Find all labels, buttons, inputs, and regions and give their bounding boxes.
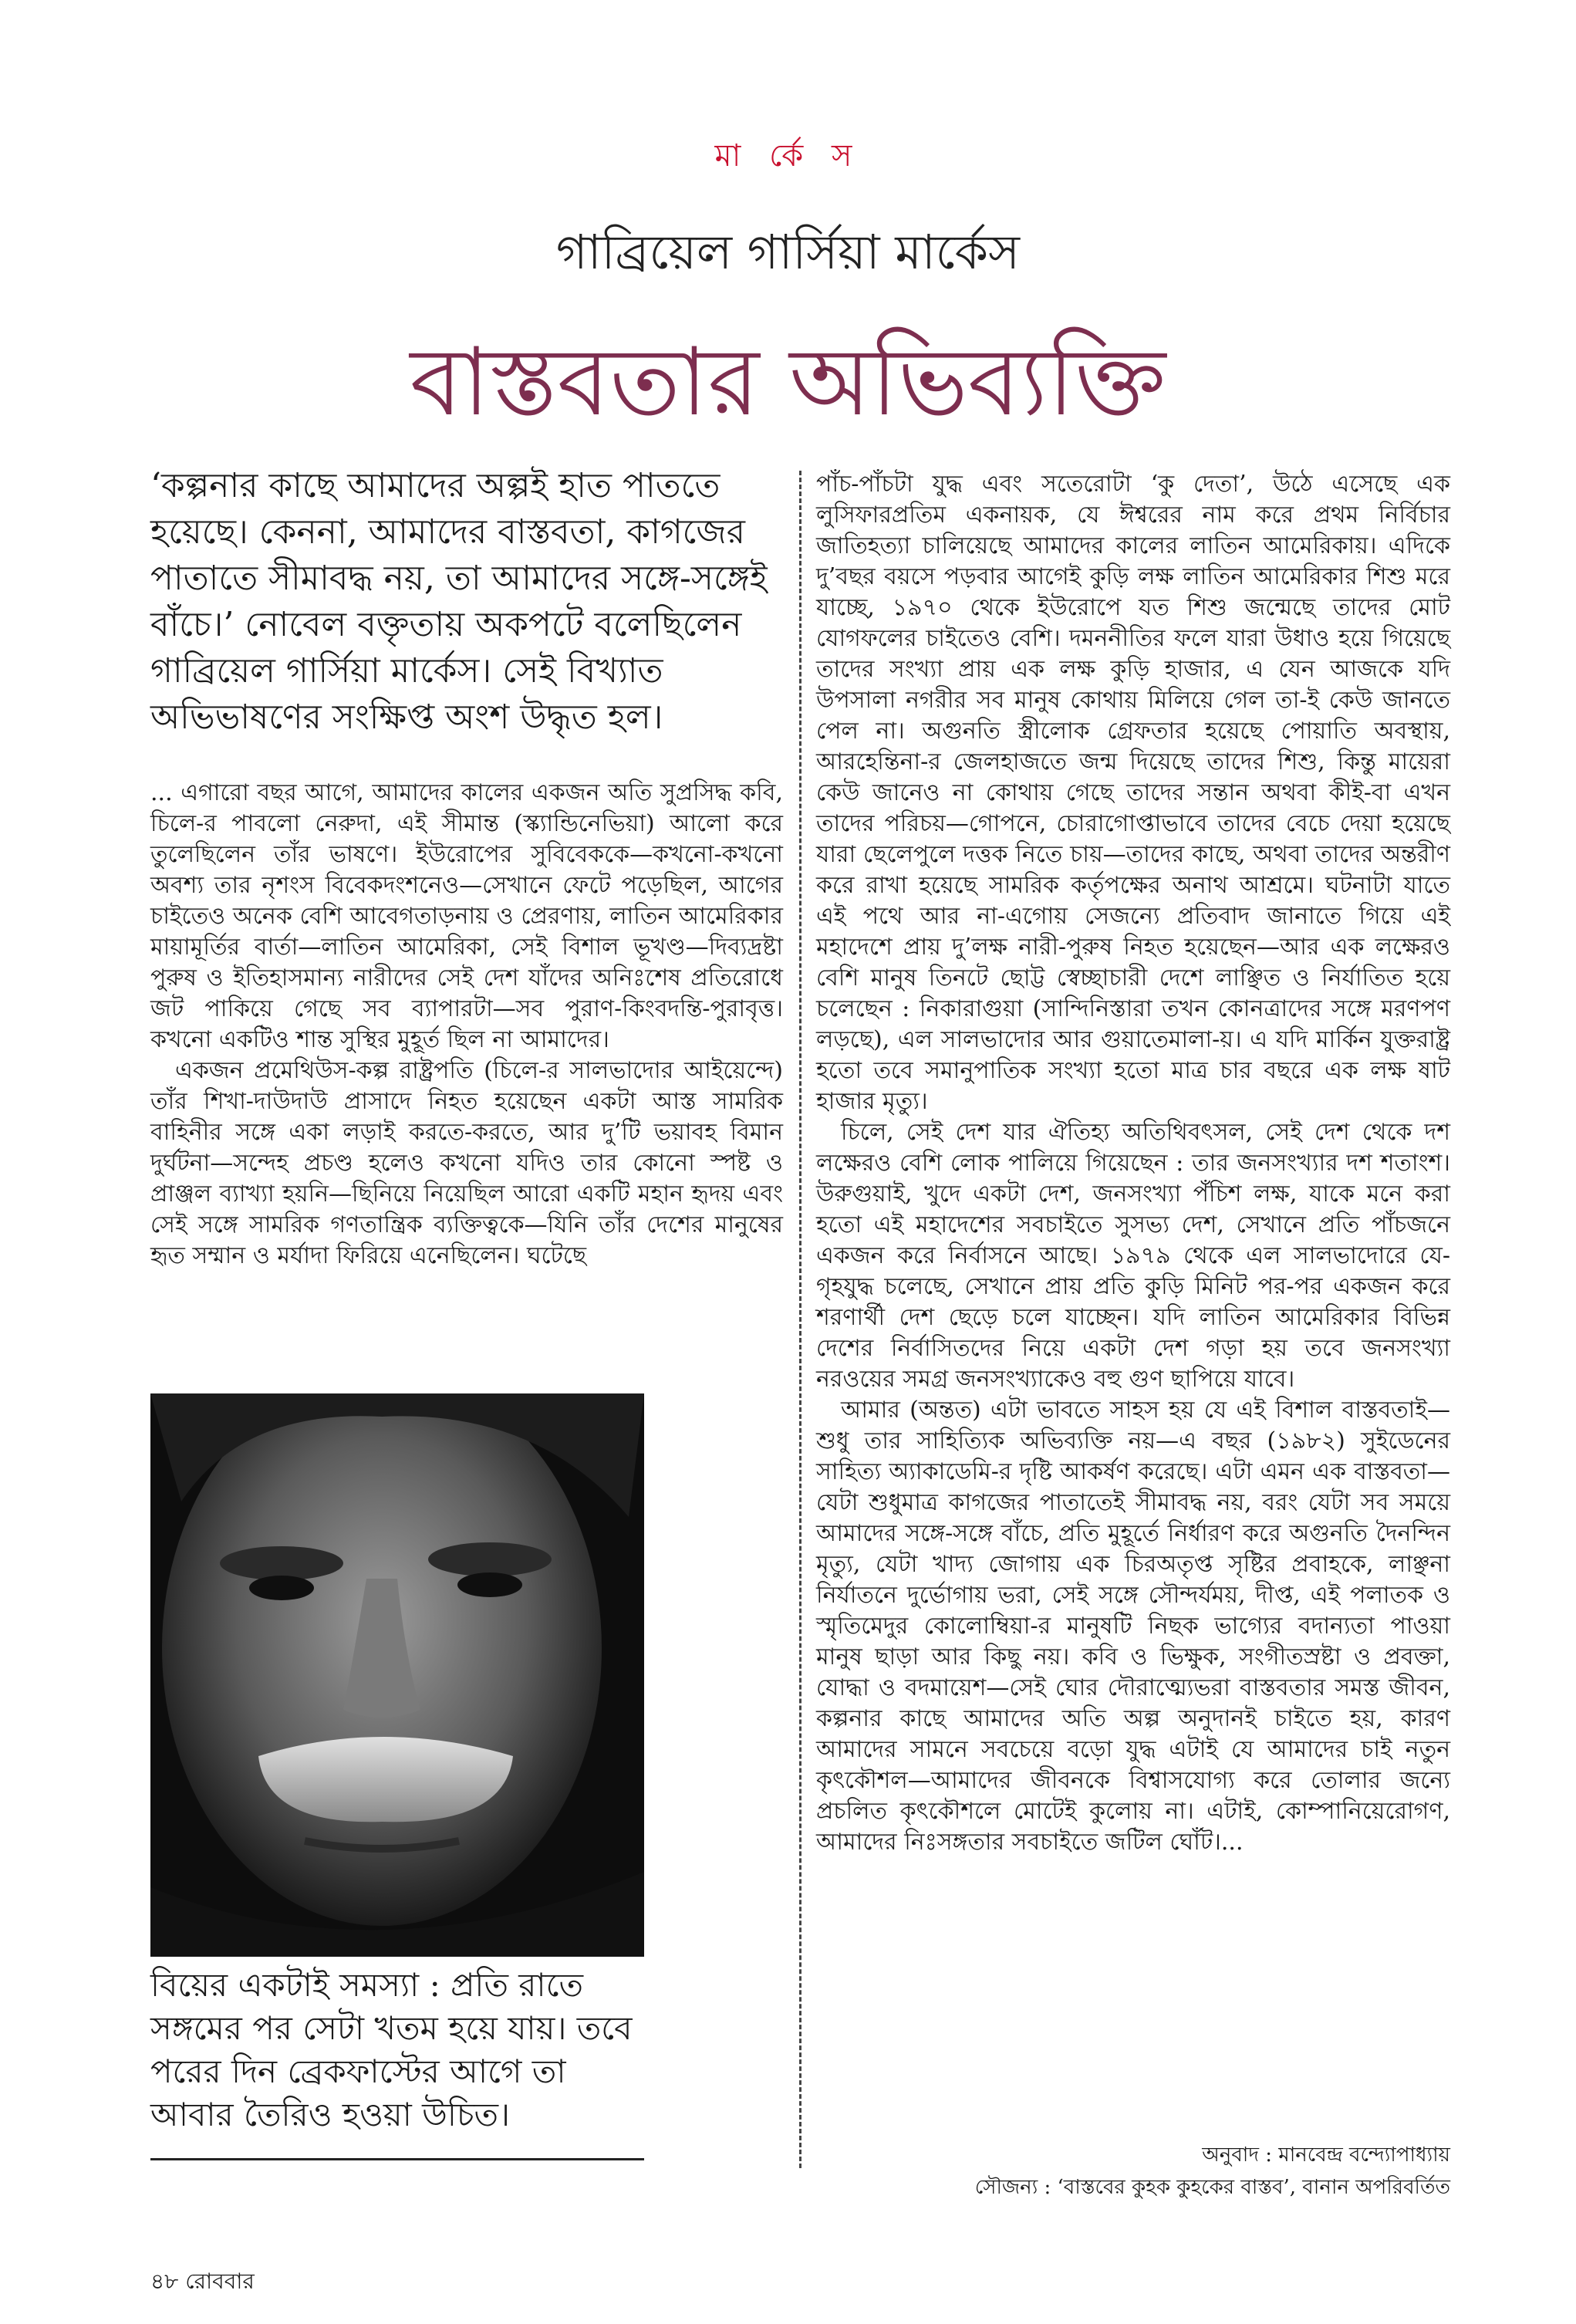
page-folio: ৪৮ রোববার — [150, 2268, 255, 2294]
author-portrait-photo — [150, 1393, 644, 1957]
left-paragraph-1: ... এগারো বছর আগে, আমাদের কালের একজন অতি সুপ্রসিদ্ধ কবি, চিলে-র পাবলো নেরুদা, এই সীমান্ত (স্ক্যান্ডিনেভিয়া) আলো করে তুলেছিলেন তাঁর ভাষণে। ইউরোপের সুবিবেককে—কখনো-কখনো অবশ্য তার নৃশংস বিবেকদংশনেও—সেখানে ফেটে পড়েছিল, আগের চাইতেও অনেক বেশি আবেগতাড়নায় ও প্রেরণায়, লাতিন আমেরিকার মায়ামূর্তির বার্তা—লাতিন আমেরিকা, সেই বিশাল ভূখণ্ড—দিব্যদ্রষ্টা পুরুষ ও ইতিহাসমান্য নারীদের সেই দেশ যাঁদের অনিঃশেষ প্রতিরোধে জট পাকিয়ে গেছে সব ব্যাপারটা—সব পুরাণ-কিংবদন্তি-পুরাবৃত্ত। কখনো একটিও শান্ত সুস্থির মুহূর্ত ছিল না আমাদের। — [150, 779, 783, 1053]
right-column — [816, 469, 1450, 1858]
column-divider — [799, 471, 801, 2168]
left-paragraph-2: একজন প্রমেথিউস-কল্প রাষ্ট্রপতি (চিলে-র সালভাদোর আইয়েন্দে) তাঁর শিখা-দাউদাউ প্রাসাদে নিহত হয়েছেন একটা আস্ত সামরিক বাহিনীর সঙ্গে একা লড়াই করতে-করতে, আর দু’টি ভয়াবহ বিমান দুর্ঘটনা—সন্দেহ প্রচণ্ড হলেও কখনো যদিও তার কোনো স্পষ্ট ও প্রাঞ্জল ব্যাখ্যা হয়নি—ছিনিয়ে নিয়েছিল আরো একটি মহান হৃদয় এবং সেই সঙ্গে সামরিক গণতান্ত্রিক ব্যক্তিত্বকে—যিনি তাঁর দেশের মানুষের হৃত সম্মান ও মর্যাদা ফিরিয়ে এনেছিলেন। ঘটেছে — [150, 1057, 783, 1269]
courtesy-credit: সৌজন্য : ‘বাস্তবের কুহক কুহকের বাস্তব’, বানান অপরিবর্তিত — [974, 2176, 1450, 2199]
article-title: বাস্তবতার অভিব্যক্তি — [410, 327, 1166, 437]
photo-caption-quote: বিয়ের একটাই সমস্যা : প্রতি রাতে সঙ্গমের পর সেটা খতম হয়ে যায়। তবে পরের দিন ব্রেকফাস্টের আগে তা আবার তৈরিও হওয়া উচিত। — [150, 1966, 633, 2133]
author-name: গাব্রিয়েল গার্সিয়া মার্কেস — [556, 224, 1020, 280]
right-paragraph-2: চিলে, সেই দেশ যার ঐতিহ্য অতিথিবৎসল, সেই দেশ থেকে দশ লক্ষেরও বেশি লোক পালিয়ে গিয়েছেন : তার জনসংখ্যার দশ শতাংশ। উরুগুয়াই, খুদে একটা দেশ, জনসংখ্যা পঁচিশ লক্ষ, যাকে মনে করা হতো এই মহাদেশের সবচাইতে সুসভ্য দেশ, সেখানে প্রতি পাঁচজনে একজন করে নির্বাসনে আছে। ১৯৭৯ থেকে এল সালভাদোরে যে-গৃহযুদ্ধ চলেছে, সেখানে প্রায় প্রতি কুড়ি মিনিট পর-পর একজন করে শরণার্থী দেশ ছেড়ে চলে যাচ্ছেন। যদি লাতিন আমেরিকার বিভিন্ন দেশের নির্বাসিতদের নিয়ে একটা দেশ গড়া হয় তবে জনসংখ্যা নরওয়ের সমগ্র জনসংখ্যাকেও বহু গুণ ছাপিয়ে যাবে। — [816, 1119, 1450, 1393]
portrait-drawing — [150, 1393, 644, 1957]
left-column — [150, 778, 783, 1272]
right-paragraph-3: আমার (অন্তত) এটা ভাবতে সাহস হয় যে এই বিশাল বাস্তবতাই—শুধু তার সাহিত্যিক অভিব্যক্তি নয়—এ বছর (১৯৮২) সুইডেনের সাহিত্য অ্যাকাডেমি-র দৃষ্টি আকর্ষণ করেছে। এটা এমন এক বাস্তবতা—যেটা শুধুমাত্র কাগজের পাতাতেই সীমাবদ্ধ নয়, বরং যেটা সব সময়ে আমাদের সঙ্গে-সঙ্গে বাঁচে, প্রতি মুহূর্তে নির্ধারণ করে অগুনতি দৈনন্দিন মৃত্যু, যেটা খাদ্য জোগায় এক চিরঅতৃপ্ত সৃষ্টির প্রবাহকে, লাঞ্ছনা নির্যাতনে দুর্ভোগায় ভরা, সেই সঙ্গে সৌন্দর্যময়, দীপ্ত, এই পলাতক ও স্মৃতিমেদুর কোলোম্বিয়া-র মানুষটি নিছক ভাগ্যের বদান্যতা পাওয়া মানুষ ছাড়া আর কিছু নয়। কবি ও ভিক্ষুক, সংগীতস্রষ্টা ও প্রবক্তা, যোদ্ধা ও বদমায়েশ—সেই ঘোর দৌরাত্ম্যেভরা বাস্তবতার সমস্ত জীবন, কল্পনার কাছে আমাদের অতি অল্প অনুদানই চাইতে হয়, কারণ আমাদের সামনে সবচেয়ে বড়ো যুদ্ধ এটাই যে আমাদের চাই নতুন কৃৎকৌশল—আমাদের জীবনকে বিশ্বাসযোগ্য করে তোলার জন্যে প্রচলিত কৃৎকৌশলে মোটেই কুলোয় না। এটাই, কোম্পানিয়েরোগণ, আমাদের নিঃসঙ্গতার সবচাইতে জটিল ঘোঁট।... — [816, 1397, 1450, 1856]
caption-rule — [150, 2158, 644, 2160]
right-paragraph-1: পাঁচ-পাঁচটা যুদ্ধ এবং সতেরোটা ‘কু দেতা’, উঠে এসেছে এক লুসিফারপ্রতিম একনায়ক, যে ঈশ্বরের নাম করে প্রথম নির্বিচার জাতিহত্যা চালিয়েছে আমাদের কালের লাতিন আমেরিকায়। এদিকে দু’বছর বয়সে পড়বার আগেই কুড়ি লক্ষ লাতিন আমেরিকার শিশু মরে যাচ্ছে, ১৯৭০ থেকে ইউরোপে যত শিশু জন্মেছে তাদের মোট যোগফলের চাইতেও বেশি। দমননীতির ফলে যারা উধাও হয়ে গিয়েছে তাদের সংখ্যা প্রায় এক লক্ষ কুড়ি হাজার, এ যেন আজকে যদি উপসালা নগরীর সব মানুষ কোথায় মিলিয়ে গেল তা-ই কেউ জানতে পেল না। অগুনতি স্ত্রীলোক গ্রেফতার হয়েছে পোয়াতি অবস্থায়, আরহেন্তিনা-র জেলহাজতে জন্ম দিয়েছে তাদের শিশু, কিন্তু মায়েরা কেউ জানেও না কোথায় গেছে তাদের সন্তান অথবা কীই-বা এখন তাদের পরিচয়—গোপনে, চোরাগোপ্তাভাবে তাদের বেচে দেয়া হয়েছে যারা ছেলেপুলে দত্তক নিতে চায়—তাদের কাছে, অথবা তাদের অন্তরীণ করে রাখা হয়েছে সামরিক কর্তৃপক্ষের অনাথ আশ্রমে। ঘটনাটা যাতে এই পথে আর না-এগোয় সেজন্যে প্রতিবাদ জানাতে গিয়ে এই মহাদেশে প্রায় দু’লক্ষ নারী-পুরুষ নিহত হয়েছেন—আর এক লক্ষেরও বেশি মানুষ তিনটে ছোট্ট স্বেচ্ছাচারী দেশে লাঞ্ছিত ও নির্যাতিত হয়ে চলেছেন : নিকারাগুয়া (সান্দিনিস্তারা তখন কোনত্রাদের সঙ্গে মরণপণ লড়ছে), এল সালভাদোর আর গুয়াতেমালা-য়। এ যদি মার্কিন যুক্তরাষ্ট্র হতো তবে সমানুপাতিক সংখ্যা হতো মাত্র চার বছরে এক লক্ষ ষাট হাজার মৃত্যু। — [816, 471, 1450, 1115]
intro-standfirst: ‘কল্পনার কাছে আমাদের অল্পই হাত পাততে হয়েছে। কেননা, আমাদের বাস্তবতা, কাগজের পাতাতে সীমাবদ্ধ নয়, তা আমাদের সঙ্গে-সঙ্গেই বাঁচে।’ নোবেল বক্তৃতায় অকপটে বলেছিলেন গাব্রিয়েল গার্সিয়া মার্কেস। সেই বিখ্যাত অভিভাষণের সংক্ষিপ্ত অংশ উদ্ধৃত হল। — [150, 466, 768, 737]
translator-credit: অনুবাদ : মানবেন্দ্র বন্দ্যোপাধ্যায় — [1202, 2143, 1450, 2167]
section-kicker: মা র্কে স — [714, 138, 862, 174]
